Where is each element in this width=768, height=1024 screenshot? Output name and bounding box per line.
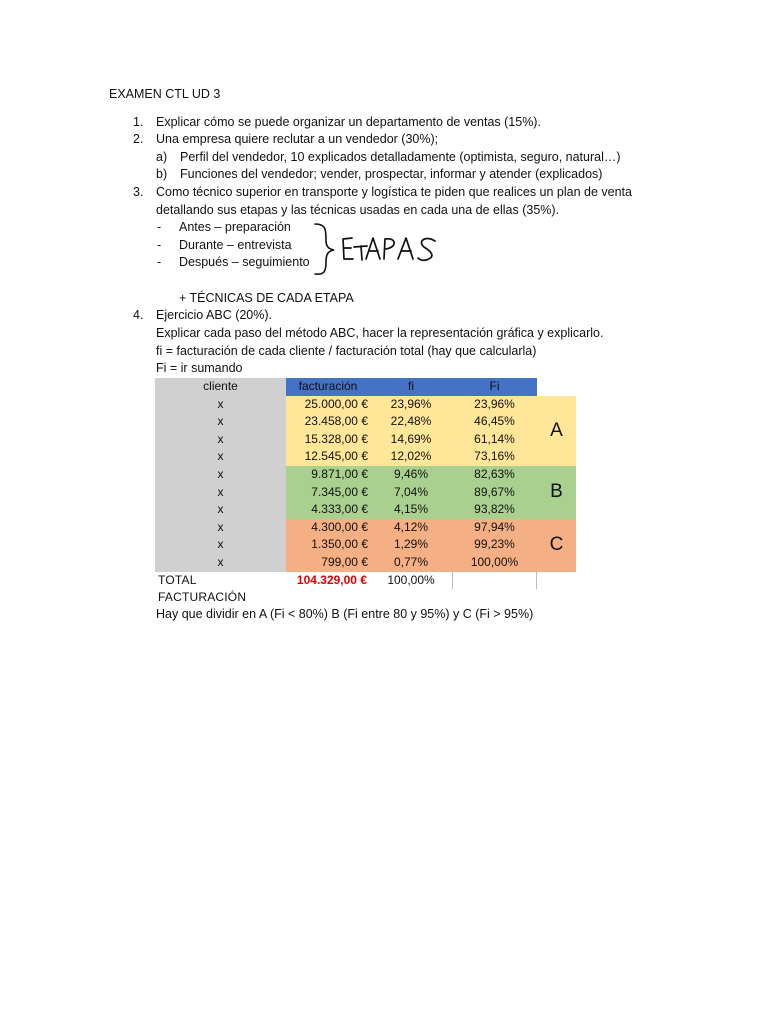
facturacion-cell: 7.345,00 € bbox=[286, 484, 370, 502]
stage-3-text: Después – seguimiento bbox=[179, 255, 310, 269]
question-3-text-cont: detallando sus etapas y las técnicas usadas en cada una de ellas (35%). bbox=[156, 203, 560, 217]
group-letter-c: C bbox=[549, 533, 564, 555]
handwritten-brace bbox=[312, 222, 336, 276]
facturacion-cell: 15.328,00 € bbox=[286, 431, 370, 449]
fi-cell: 12,02% bbox=[370, 448, 452, 466]
header-facturacion: facturación bbox=[286, 378, 370, 396]
question-2-number: 2. bbox=[133, 132, 144, 146]
question-2a-marker: a) bbox=[156, 150, 168, 164]
facturacion-cell: 23.458,00 € bbox=[286, 413, 370, 431]
Fi-cell: 89,67% bbox=[452, 484, 537, 502]
client-cell: x bbox=[155, 536, 286, 554]
fi-cell: 14,69% bbox=[370, 431, 452, 449]
group-letter-a: A bbox=[550, 419, 563, 441]
question-2b-marker: b) bbox=[156, 167, 168, 181]
Fi-cell: 93,82% bbox=[452, 501, 537, 519]
Fi-cell: 97,94% bbox=[452, 519, 537, 537]
question-3-text: Como técnico superior en transporte y logística te piden que realices un plan de venta bbox=[156, 185, 632, 199]
client-cell: x bbox=[155, 519, 286, 537]
client-cell: x bbox=[155, 413, 286, 431]
Fi-cell: 46,45% bbox=[452, 413, 537, 431]
question-4-text: Ejercicio ABC (20%). bbox=[156, 308, 273, 322]
facturacion-cell: 1.350,00 € bbox=[286, 536, 370, 554]
total-fi: 100,00% bbox=[387, 572, 435, 587]
techniques-note: + TÉCNICAS DE CADA ETAPA bbox=[179, 291, 354, 305]
facturacion-cell: 799,00 € bbox=[286, 554, 370, 572]
fi-definition: fi = facturación de cada cliente / facturación total (hay que calcularla) bbox=[156, 344, 537, 358]
fi-cell: 9,46% bbox=[370, 466, 452, 484]
header-Fi-cumulative: Fi bbox=[452, 378, 537, 396]
facturacion-cell: 4.300,00 € bbox=[286, 519, 370, 537]
fi-cell: 23,96% bbox=[370, 396, 452, 414]
stage-1-dash: - bbox=[157, 220, 162, 234]
client-cell: x bbox=[155, 466, 286, 484]
client-cell: x bbox=[155, 484, 286, 502]
total-value: 104.329,00 € bbox=[296, 572, 367, 587]
Fi-cell: 23,96% bbox=[452, 396, 537, 414]
client-cell: x bbox=[155, 396, 286, 414]
stage-3-dash: - bbox=[157, 255, 162, 269]
group-letter-b: B bbox=[550, 481, 563, 502]
fi-cell: 4,12% bbox=[370, 519, 452, 537]
question-1-number: 1. bbox=[133, 115, 144, 129]
client-cell: x bbox=[155, 448, 286, 466]
stage-2-dash: - bbox=[157, 238, 162, 252]
facturacion-cell: 12.545,00 € bbox=[286, 448, 370, 466]
facturacion-cell: 4.333,00 € bbox=[286, 501, 370, 519]
client-cell: x bbox=[155, 431, 286, 449]
facturacion-cell: 25.000,00 € bbox=[286, 396, 370, 414]
question-2a-text: Perfil del vendedor, 10 explicados detalladamente (optimista, seguro, natural…) bbox=[180, 150, 621, 164]
Fi-cell: 99,23% bbox=[452, 536, 537, 554]
Fi-cell: 100,00% bbox=[452, 554, 537, 572]
fi-cell: 0,77% bbox=[370, 554, 452, 572]
fi-cell: 22,48% bbox=[370, 413, 452, 431]
facturacion-cell: 9.871,00 € bbox=[286, 466, 370, 484]
abc-table bbox=[155, 378, 576, 605]
total-label: TOTAL FACTURACIÓN bbox=[158, 572, 247, 605]
header-cliente: cliente bbox=[155, 378, 286, 396]
page-title: EXAMEN CTL UD 3 bbox=[109, 87, 221, 101]
question-2b-text: Funciones del vendedor; vender, prospectar, informar y atender (explicados) bbox=[180, 167, 603, 181]
header-fi: fi bbox=[370, 378, 452, 396]
question-4-number: 4. bbox=[133, 308, 144, 322]
handwritten-etapas-annotation bbox=[340, 232, 460, 266]
Fi-cell: 61,14% bbox=[452, 431, 537, 449]
fi-cell: 1,29% bbox=[370, 536, 452, 554]
stage-2-text: Durante – entrevista bbox=[179, 238, 292, 252]
client-cell: x bbox=[155, 501, 286, 519]
question-4-explain: Explicar cada paso del método ABC, hacer la representación gráfica y explicarlo. bbox=[156, 326, 604, 340]
client-cell: x bbox=[155, 554, 286, 572]
fi-cell: 4,15% bbox=[370, 501, 452, 519]
fi-cell: 7,04% bbox=[370, 484, 452, 502]
total-Fi-empty bbox=[452, 572, 537, 590]
footer-note: Hay que dividir en A (Fi < 80%) B (Fi entre 80 y 95%) y C (Fi > 95%) bbox=[156, 607, 534, 621]
question-1-text: Explicar cómo se puede organizar un departamento de ventas (15%). bbox=[156, 115, 541, 129]
question-2-text: Una empresa quiere reclutar a un vendedor (30%); bbox=[156, 132, 439, 146]
question-3-number: 3. bbox=[133, 185, 144, 199]
stage-1-text: Antes – preparación bbox=[179, 220, 291, 234]
Fi-cell: 82,63% bbox=[452, 466, 537, 484]
Fi-definition: Fi = ir sumando bbox=[156, 361, 243, 375]
Fi-cell: 73,16% bbox=[452, 448, 537, 466]
